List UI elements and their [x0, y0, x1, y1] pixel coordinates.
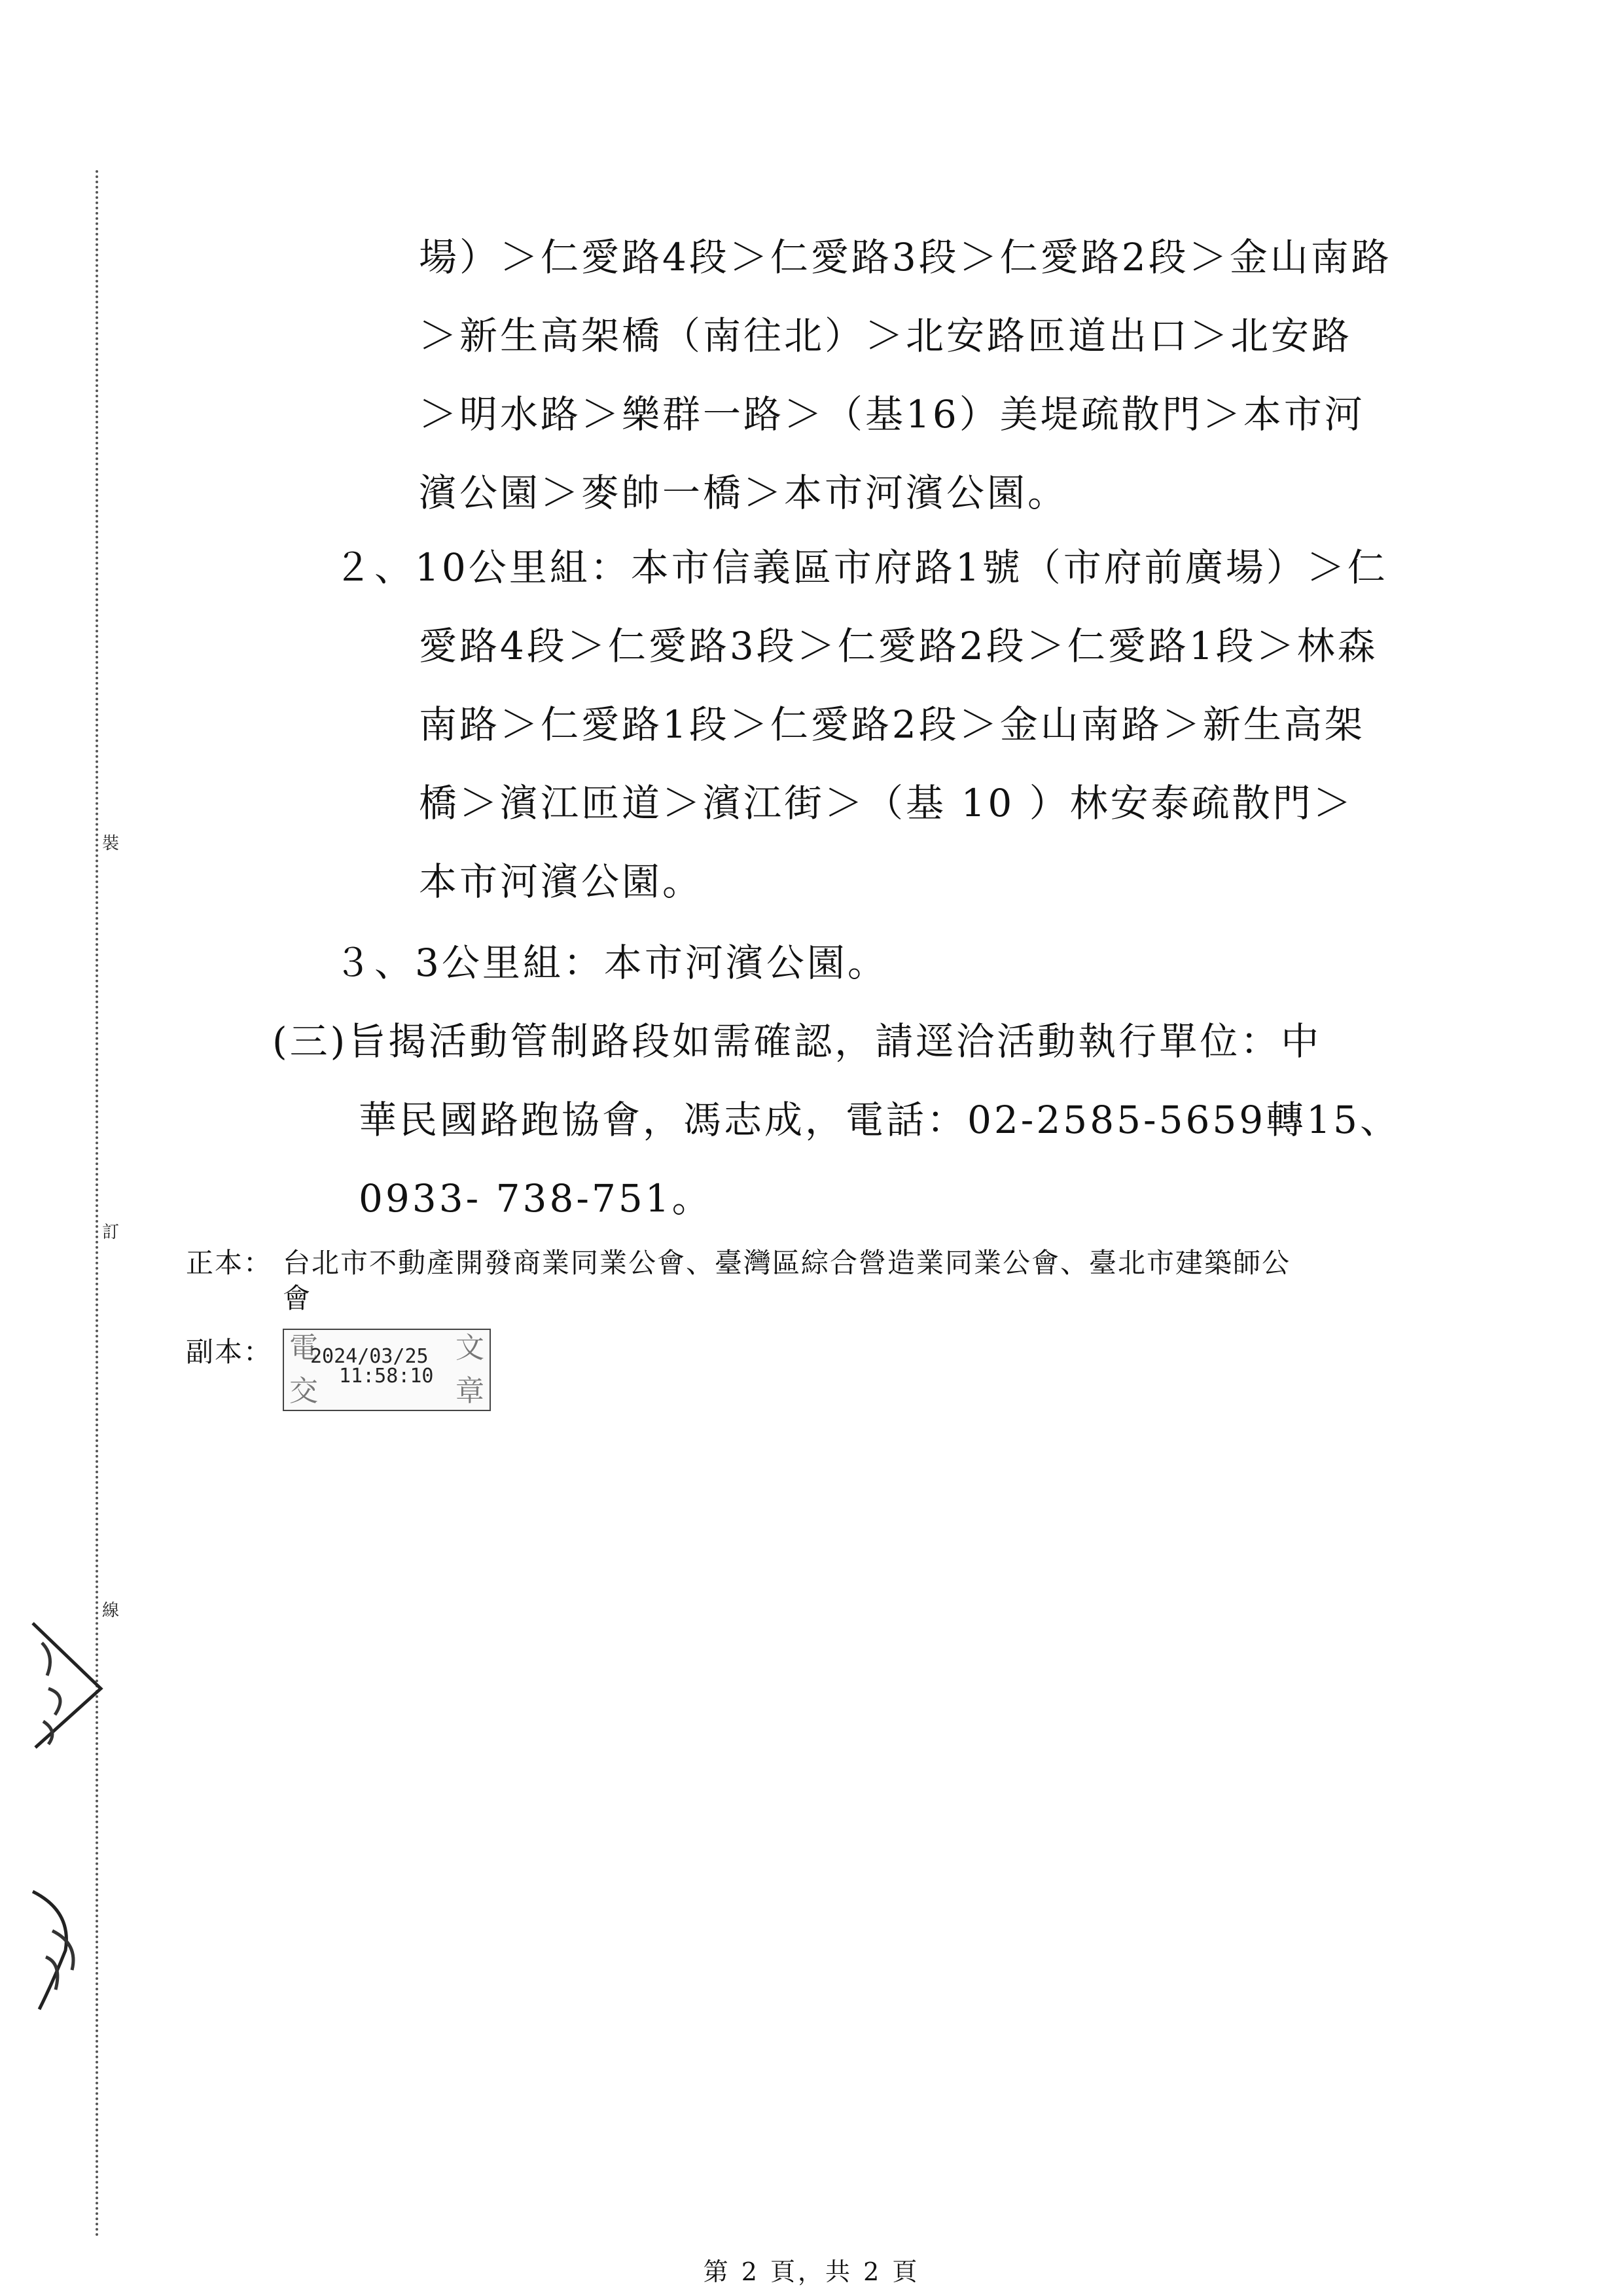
- original-recipients-label: 正本：: [186, 1247, 273, 1279]
- stamp-time: 11:58:10: [339, 1365, 434, 1388]
- original-recipients: 台北市不動產開發商業同業公會、臺灣區綜合營造業同業公會、臺北市建築師公: [283, 1247, 1291, 1279]
- stamp-corner-tr: 文: [455, 1331, 484, 1365]
- body-line: 本市河濱公園。: [419, 859, 704, 904]
- body-line: 濱公園＞麥帥一橋＞本市河濱公園。: [419, 471, 1069, 515]
- stamp-date: 2024/03/25: [310, 1345, 429, 1368]
- body-line: 橋＞濱江匝道＞濱江街＞（基 10 ）林安泰疏散門＞: [419, 781, 1354, 825]
- body-line: ＞新生高架橋（南往北）＞北安路匝道出口＞北安路: [419, 314, 1353, 358]
- original-recipients-cont: 會: [283, 1282, 312, 1314]
- body-line: (三)旨揭活動管制路段如需確認，請逕洽活動執行單位：中: [272, 1019, 1322, 1064]
- body-line: 場）＞仁愛路4段＞仁愛路3段＞仁愛路2段＞金山南路: [419, 235, 1392, 279]
- body-line: ２、10公里組：本市信義區市府路1號（市府前廣場）＞仁: [334, 545, 1388, 590]
- page-number-footer: 第 2 頁，共 2 頁: [703, 2257, 920, 2286]
- body-line: 0933- 738-751。: [359, 1176, 713, 1221]
- left-edge-seal-mark-2: [26, 1885, 98, 2016]
- electronic-document-stamp: [283, 1329, 491, 1411]
- binding-label-zhuang: 裝: [102, 834, 120, 853]
- body-line: 南路＞仁愛路1段＞仁愛路2段＞金山南路＞新生高架: [419, 702, 1365, 747]
- binding-label-xian: 線: [102, 1601, 120, 1621]
- body-line: ３、3公里組：本市河濱公園。: [334, 941, 888, 985]
- binding-label-ding: 訂: [102, 1223, 120, 1242]
- stamp-corner-br: 章: [455, 1374, 484, 1408]
- copy-recipients-label: 副本：: [186, 1336, 273, 1368]
- left-edge-seal-mark: [29, 1617, 107, 1761]
- body-line: 華民國路跑協會，馮志成，電話：02-2585-5659轉15、: [359, 1098, 1401, 1142]
- stamp-corner-bl: 交: [289, 1374, 318, 1408]
- stamp-corner-tl: 電: [289, 1331, 318, 1365]
- body-line: ＞明水路＞樂群一路＞（基16）美堤疏散門＞本市河: [419, 392, 1365, 437]
- body-line: 愛路4段＞仁愛路3段＞仁愛路2段＞仁愛路1段＞林森: [419, 624, 1378, 668]
